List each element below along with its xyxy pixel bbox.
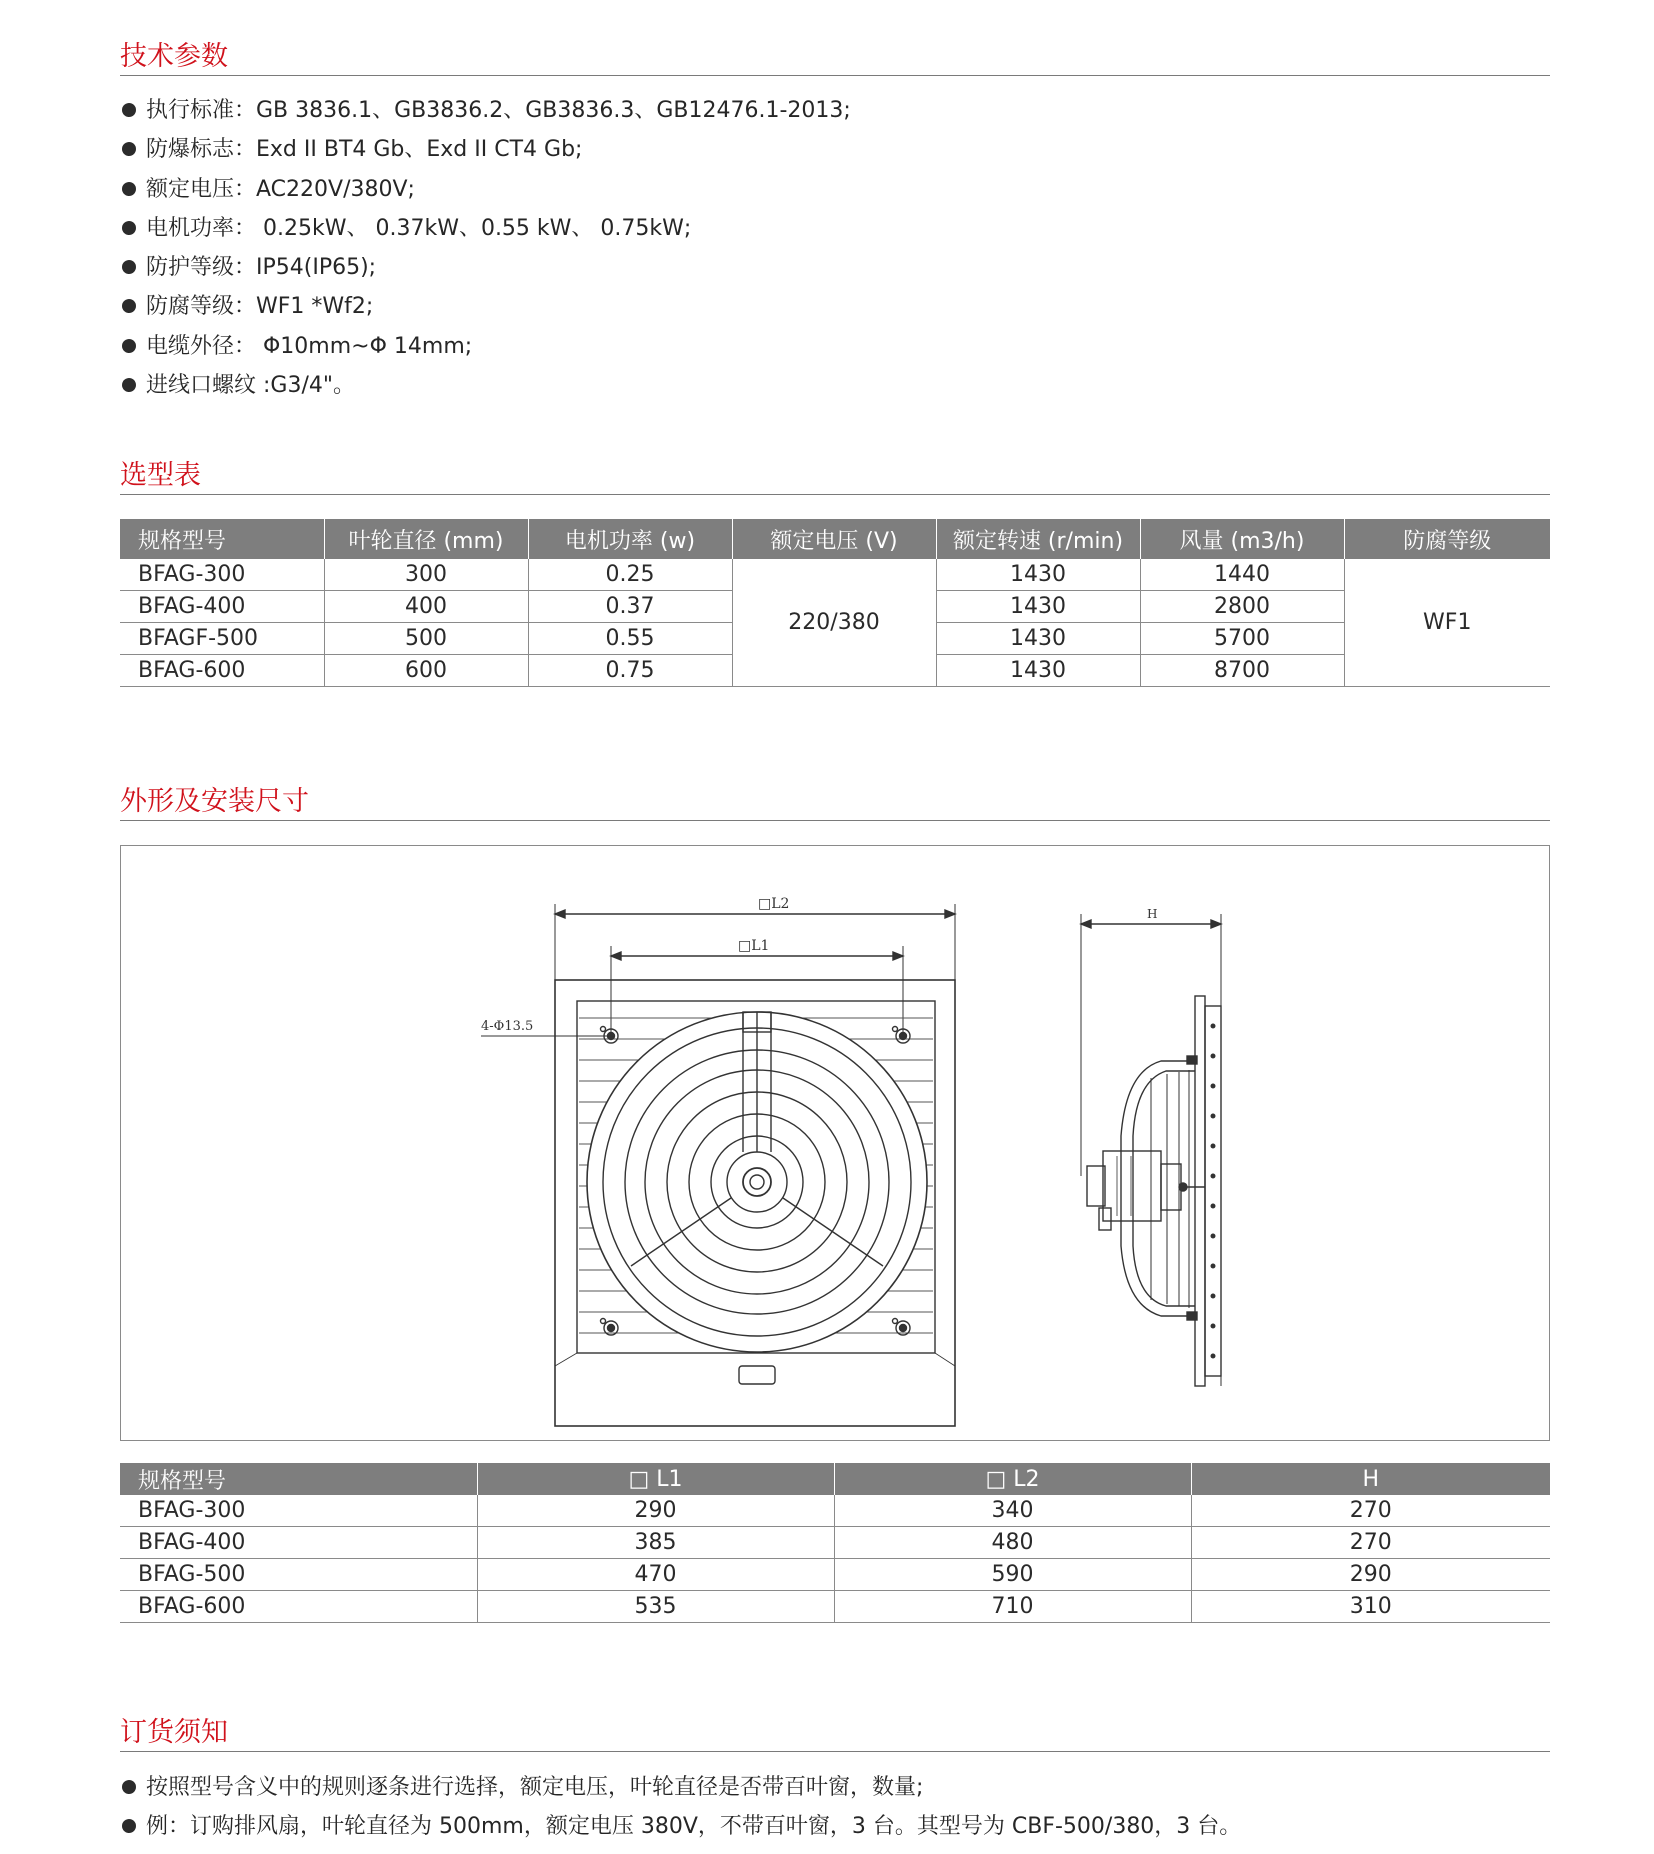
table-row [120, 1495, 1550, 1527]
tech-section-title: 技术参数 [120, 41, 228, 72]
selection-section-rule [120, 494, 1550, 495]
label-h: H [1147, 907, 1158, 921]
cell-power: 0.75 [528, 655, 732, 687]
order-notes-list [120, 1768, 1241, 1847]
cell-l1: 535 [477, 1591, 834, 1623]
cell-flow: 1440 [1140, 559, 1344, 591]
column-header: 额定转速 (r/min) [936, 519, 1140, 559]
table-row [120, 1527, 1550, 1559]
fan-drawing [121, 846, 1551, 1442]
bullet-icon [122, 299, 136, 313]
cell-model: BFAG-400 [120, 1527, 477, 1559]
column-header: 风量 (m3/h) [1140, 519, 1344, 559]
side-view [1081, 907, 1221, 1386]
cell-l2: 710 [834, 1591, 1191, 1623]
cell-l2: 590 [834, 1559, 1191, 1591]
cell-speed: 1430 [936, 591, 1140, 623]
list-item [120, 91, 851, 130]
table-header-row [120, 1463, 1550, 1495]
cell-model: BFAG-500 [120, 1559, 477, 1591]
order-section-title: 订货须知 [120, 1717, 228, 1748]
cell-power: 0.25 [528, 559, 732, 591]
dimensions-table [120, 1463, 1550, 1623]
label-l2: □L2 [758, 896, 790, 912]
tech-param-text: 防护等级：IP54(IP65); [146, 255, 377, 281]
cell-power: 0.37 [528, 591, 732, 623]
cell-power: 0.55 [528, 623, 732, 655]
cell-diameter: 300 [324, 559, 528, 591]
bullet-icon [122, 1819, 136, 1833]
cell-model: BFAGF-500 [120, 623, 324, 655]
selection-table [120, 519, 1550, 687]
bullet-icon [122, 182, 136, 196]
order-note-text: 例：订购排风扇，叶轮直径为 500mm，额定电压 380V，不带百叶窗，3 台。其型号为 CBF-500/380，3 台。 [146, 1814, 1242, 1840]
dimensions-section-title: 外形及安装尺寸 [120, 786, 309, 817]
cell-l1: 470 [477, 1559, 834, 1591]
list-item [120, 1768, 1241, 1807]
cell-l1: 290 [477, 1495, 834, 1527]
list-item [120, 327, 851, 366]
cell-l2: 340 [834, 1495, 1191, 1527]
cell-h: 270 [1191, 1527, 1550, 1559]
tech-param-text: 防爆标志：Exd II BT4 Gb、Exd II CT4 Gb; [146, 137, 583, 163]
bullet-icon [122, 378, 136, 392]
column-header: 规格型号 [120, 1463, 477, 1495]
cell-l1: 385 [477, 1527, 834, 1559]
column-header: 规格型号 [120, 519, 324, 559]
cell-h: 290 [1191, 1559, 1550, 1591]
column-header: 叶轮直径 (mm) [324, 519, 528, 559]
cell-speed: 1430 [936, 655, 1140, 687]
cell-model: BFAG-300 [120, 1495, 477, 1527]
column-header: 防腐等级 [1344, 519, 1550, 559]
list-item [120, 287, 851, 326]
tech-param-text: 额定电压：AC220V/380V; [146, 176, 415, 202]
column-header: □ L1 [477, 1463, 834, 1495]
cell-model: BFAG-300 [120, 559, 324, 591]
tech-param-text: 执行标准：GB 3836.1、GB3836.2、GB3836.3、GB12476.1-2013; [146, 98, 851, 123]
cell-model: BFAG-600 [120, 655, 324, 687]
column-header: H [1191, 1463, 1550, 1495]
cell-diameter: 600 [324, 655, 528, 687]
cell-model: BFAG-400 [120, 591, 324, 623]
cell-diameter: 500 [324, 623, 528, 655]
list-item [120, 209, 851, 248]
cell-l2: 480 [834, 1527, 1191, 1559]
column-header: □ L2 [834, 1463, 1191, 1495]
list-item [120, 170, 851, 209]
cell-diameter: 400 [324, 591, 528, 623]
tech-param-text: 防腐等级：WF1 *Wf2; [146, 294, 374, 320]
cell-voltage: 220/380 [732, 559, 936, 687]
column-header: 电机功率 (w) [528, 519, 732, 559]
table-row [120, 1559, 1550, 1591]
cell-flow: 8700 [1140, 655, 1344, 687]
list-item [120, 366, 851, 405]
table-row [120, 1591, 1550, 1623]
selection-section-title: 选型表 [120, 460, 201, 491]
bullet-icon [122, 339, 136, 353]
cell-grade: WF1 [1344, 559, 1550, 687]
column-header: 额定电压 (V) [732, 519, 936, 559]
drawing-frame [120, 845, 1550, 1441]
bullet-icon [122, 1780, 136, 1794]
bullet-icon [122, 221, 136, 235]
table-row [120, 559, 1550, 591]
tech-param-text: 电缆外径： Φ10mm~Φ 14mm; [146, 333, 473, 359]
list-item [120, 248, 851, 287]
tech-param-text: 进线口螺纹 :G3/4"。 [146, 373, 355, 399]
order-section-rule [120, 1751, 1550, 1752]
tech-param-list [120, 91, 851, 405]
tech-section-rule [120, 75, 1550, 76]
bullet-icon [122, 103, 136, 117]
cell-model: BFAG-600 [120, 1591, 477, 1623]
cell-speed: 1430 [936, 559, 1140, 591]
label-hole: 4-Φ13.5 [481, 1019, 534, 1034]
list-item [120, 1807, 1241, 1846]
dimensions-section-rule [120, 820, 1550, 821]
cell-flow: 5700 [1140, 623, 1344, 655]
bullet-icon [122, 260, 136, 274]
bullet-icon [122, 142, 136, 156]
cell-h: 310 [1191, 1591, 1550, 1623]
cell-flow: 2800 [1140, 591, 1344, 623]
list-item [120, 130, 851, 169]
tech-param-text: 电机功率： 0.25kW、 0.37kW、0.55 kW、 0.75kW; [146, 215, 692, 241]
order-note-text: 按照型号含义中的规则逐条进行选择，额定电压，叶轮直径是否带百叶窗，数量; [146, 1775, 924, 1800]
cell-speed: 1430 [936, 623, 1140, 655]
front-view [481, 896, 955, 1426]
cell-h: 270 [1191, 1495, 1550, 1527]
table-header-row [120, 519, 1550, 559]
label-l1: □L1 [738, 938, 770, 954]
